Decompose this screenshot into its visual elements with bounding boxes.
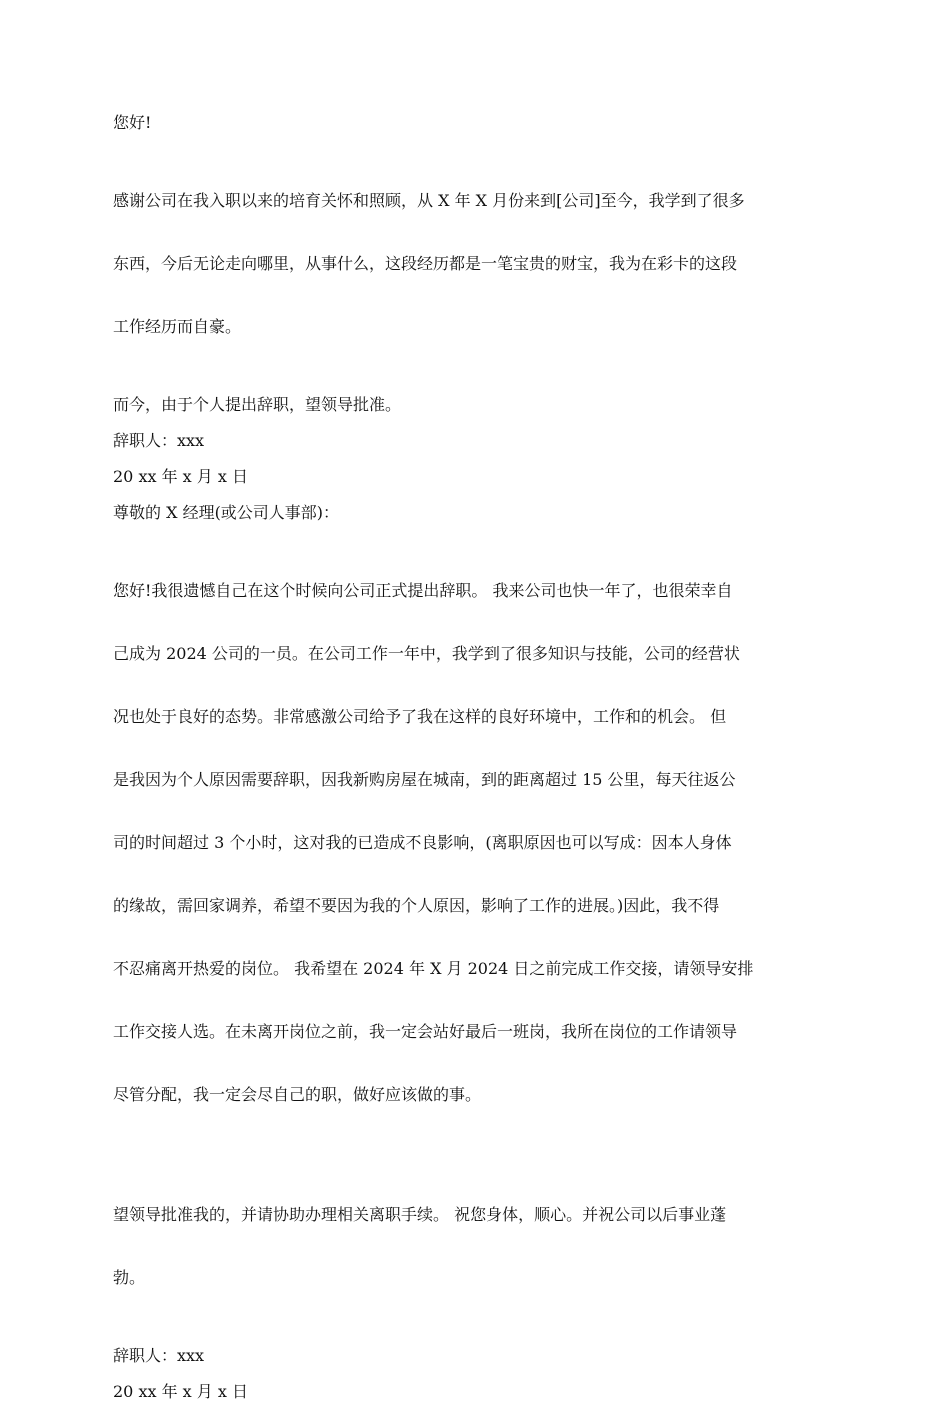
signature: 辞职人：xxx	[113, 1346, 205, 1365]
greeting: 您好!	[113, 113, 152, 132]
signature: 辞职人：xxx	[113, 431, 205, 450]
document-page	[113, 112, 840, 1417]
paragraph-line: 东西，今后无论走向哪里，从事什么，这段经历都是一笔宝贵的财宝，我为在彩卡的这段	[113, 254, 738, 273]
paragraph-line: 不忍痛离开热爱的岗位。 我希望在 2024 年 X 月 2024 日之前完成工作交接，请领导安排	[113, 959, 754, 978]
date: 20 xx 年 x 月 x 日	[113, 467, 248, 486]
paragraph-line: 您好!我很遗憾自己在这个时候向公司正式提出辞职。 我来公司也快一年了，也很荣幸自	[113, 581, 733, 600]
paragraph-line: 工作经历而自豪。	[113, 317, 242, 336]
paragraph-line: 是我因为个人原因需要辞职，因我新购房屋在城南，到的距离超过 15 公里，每天往返公	[113, 770, 736, 789]
paragraph-line: 感谢公司在我入职以来的培育关怀和照顾，从 X 年 X 月份来到[公司]至今，我学到了很多	[113, 191, 745, 210]
resignation-paragraph	[113, 538, 840, 1147]
paragraph-line: 尽管分配，我一定会尽自己的职，做好应该做的事。	[113, 1085, 482, 1104]
salutation: 尊敬的 X 经理(或公司人事部)：	[113, 503, 340, 522]
paragraph-line: 况也处于良好的态势。非常感激公司给予了我在这样的良好环境中，工作和的机会。 但	[113, 707, 727, 726]
paragraph-line: 的缘故，需回家调养，希望不要因为我的个人原因，影响了工作的进展。)因此，我不得	[113, 896, 720, 915]
request-paragraph: 而今，由于个人提出辞职，望领导批准。	[113, 395, 402, 414]
paragraph-line: 己成为 2024 公司的一员。在公司工作一年中，我学到了很多知识与技能，公司的经营状	[113, 644, 740, 663]
paragraph-line: 司的时间超过 3 个小时，这对我的已造成不良影响，(离职原因也可以写成：因本人身体	[113, 833, 732, 852]
date: 20 xx 年 x 月 x 日	[113, 1382, 248, 1401]
paragraph-line: 工作交接人选。在未离开岗位之前，我一定会站好最后一班岗，我所在岗位的工作请领导	[113, 1022, 738, 1041]
closing-paragraph	[113, 1162, 840, 1330]
paragraph-line: 勃。	[113, 1268, 146, 1287]
thanks-paragraph	[113, 148, 840, 379]
paragraph-line: 望领导批准我的，并请协助办理相关离职手续。 祝您身体，顺心。并祝公司以后事业蓬	[113, 1205, 727, 1224]
